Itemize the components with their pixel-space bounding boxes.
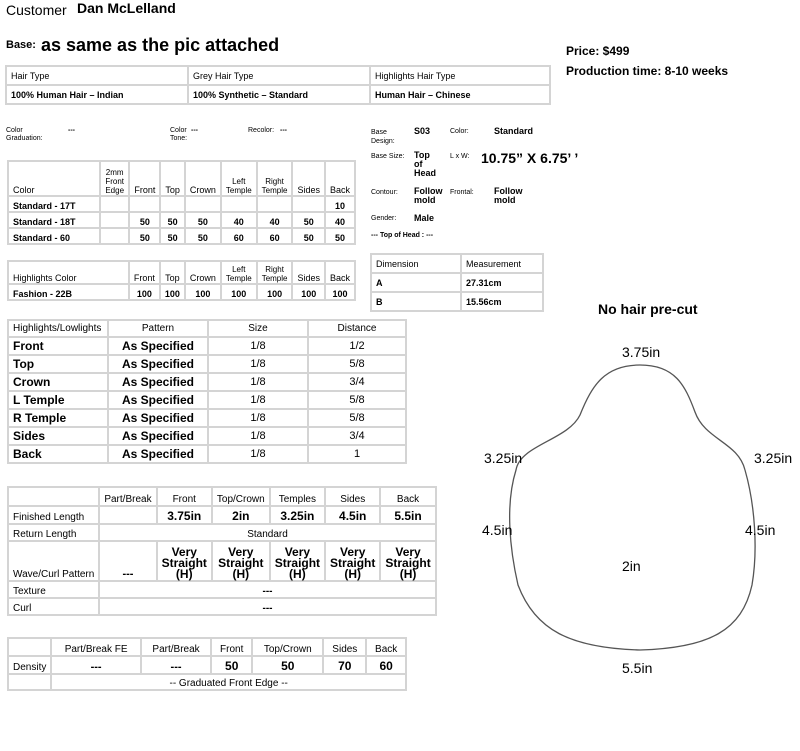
dimension-name: B xyxy=(371,292,461,311)
measurement-value: 27.31cm xyxy=(461,273,543,292)
diagram-upper-left-label: 3.25in xyxy=(484,450,523,466)
sides-header: Sides xyxy=(323,638,366,656)
top-crown-header: Top/Crown xyxy=(252,638,323,656)
gender-value: Male xyxy=(414,213,435,223)
distance-value: 5/8 xyxy=(308,391,406,409)
left-temple-header: Left Temple xyxy=(221,261,257,284)
production-time: Production time: 8-10 weeks xyxy=(566,64,729,78)
table-cell: 50 xyxy=(185,212,221,228)
table-cell: 5.5in xyxy=(380,506,435,524)
area-name: Crown xyxy=(8,373,108,391)
distance-value: 5/8 xyxy=(308,355,406,373)
top-crown-header: Top/Crown xyxy=(212,487,270,506)
table-cell: 10 xyxy=(325,196,355,212)
dimension-table xyxy=(370,253,544,312)
pattern-value: As Specified xyxy=(108,373,208,391)
top-header: Top xyxy=(160,161,185,196)
table-cell: 70 xyxy=(323,656,366,674)
diagram-mid-right-label: 4.5in xyxy=(745,522,776,538)
table-cell: 100 xyxy=(221,284,257,300)
table-cell: --- xyxy=(141,656,211,674)
table-row xyxy=(8,228,355,244)
front-header: Front xyxy=(157,487,212,506)
highlights-hair-type-header: Highlights Hair Type xyxy=(370,66,550,85)
base-label: Base: xyxy=(6,39,36,51)
texture-label: Texture xyxy=(8,581,99,598)
pattern-header: Pattern xyxy=(108,320,208,337)
front-header: Front xyxy=(129,161,160,196)
table-row xyxy=(8,656,406,674)
color-name: Standard - 60 xyxy=(8,228,100,244)
highlight-color-name: Fashion - 22B xyxy=(8,284,129,300)
table-cell: 100 xyxy=(185,284,221,300)
empty-cell xyxy=(8,674,51,690)
pattern-value: As Specified xyxy=(108,355,208,373)
temples-header: Temples xyxy=(270,487,325,506)
table-row xyxy=(8,373,406,391)
hair-type-table xyxy=(5,65,551,105)
right-temple-header: Right Temple xyxy=(257,161,293,196)
sides-header: Sides xyxy=(325,487,380,506)
table-cell: 50 xyxy=(185,228,221,244)
color-tone-label: Color Tone: xyxy=(170,127,188,142)
table-cell: --- xyxy=(99,541,156,581)
diagram-top-label: 3.75in xyxy=(622,344,661,360)
table-row xyxy=(8,427,406,445)
table-cell xyxy=(221,196,257,212)
pattern-value: As Specified xyxy=(108,445,208,463)
back-header: Back xyxy=(325,261,355,284)
distance-value: 1 xyxy=(308,445,406,463)
table-cell: 60 xyxy=(221,228,257,244)
table-cell: 100 xyxy=(160,284,185,300)
table-row xyxy=(8,284,355,300)
curl-label: Curl xyxy=(8,598,99,615)
table-cell: 100 xyxy=(257,284,293,300)
price: Price: $499 xyxy=(566,44,630,58)
highlights-lowlights-table xyxy=(7,319,407,464)
measurement-value: 15.56cm xyxy=(461,292,543,311)
color-header: Color xyxy=(8,161,100,196)
graduated-front-edge-note: -- Graduated Front Edge -- xyxy=(51,674,406,690)
table-cell xyxy=(100,228,129,244)
measurement-header: Measurement xyxy=(461,254,543,273)
size-header: Size xyxy=(208,320,308,337)
front-header: Front xyxy=(211,638,252,656)
right-temple-header: Right Temple xyxy=(257,261,293,284)
empty-header xyxy=(8,638,51,656)
table-cell: 40 xyxy=(325,212,355,228)
hair-type-header: Hair Type xyxy=(6,66,188,85)
highlights-color-table xyxy=(7,260,356,301)
area-name: L Temple xyxy=(8,391,108,409)
top-of-head-note: --- Top of Head : --- xyxy=(371,232,434,239)
grey-hair-type-value: 100% Synthetic – Standard xyxy=(188,85,370,104)
area-name: Top xyxy=(8,355,108,373)
pattern-value: As Specified xyxy=(108,391,208,409)
distance-value: 5/8 xyxy=(308,409,406,427)
area-name: R Temple xyxy=(8,409,108,427)
customer-label: Customer xyxy=(6,2,67,18)
part-break-header: Part/Break xyxy=(141,638,211,656)
top-header: Top xyxy=(160,261,185,284)
distance-header: Distance xyxy=(308,320,406,337)
color-name: Standard - 17T xyxy=(8,196,100,212)
table-cell xyxy=(160,196,185,212)
length-table xyxy=(7,486,437,616)
color-graduation-value: --- xyxy=(68,127,75,134)
diagram-mid-left-label: 4.5in xyxy=(482,522,513,538)
back-header: Back xyxy=(366,638,406,656)
base-design-label: Base Design: xyxy=(371,129,395,145)
recolor-value: --- xyxy=(280,127,287,134)
crown-header: Crown xyxy=(185,261,221,284)
table-cell: --- xyxy=(51,656,141,674)
customer-name: Dan McLelland xyxy=(77,0,176,16)
return-length-value: Standard xyxy=(99,524,435,541)
part-break-header: Part/Break xyxy=(99,487,156,506)
pattern-value: As Specified xyxy=(108,337,208,355)
table-cell: 3.75in xyxy=(157,506,212,524)
dimension-name: A xyxy=(371,273,461,292)
size-value: 1/8 xyxy=(208,337,308,355)
size-value: 1/8 xyxy=(208,373,308,391)
table-cell: Very Straight (H) xyxy=(325,541,380,581)
recolor-label: Recolor: xyxy=(248,127,275,134)
color-graduation-label: Color Graduation: xyxy=(6,127,43,142)
empty-header xyxy=(8,487,99,506)
table-cell: 2in xyxy=(212,506,270,524)
table-cell xyxy=(257,196,293,212)
size-value: 1/8 xyxy=(208,445,308,463)
size-value: 1/8 xyxy=(208,427,308,445)
head-outline-diagram xyxy=(480,330,800,690)
finished-length-label: Finished Length xyxy=(8,506,99,524)
density-table xyxy=(7,637,407,691)
area-name: Front xyxy=(8,337,108,355)
base-value: as same as the pic attached xyxy=(41,35,280,55)
size-value: 1/8 xyxy=(208,355,308,373)
table-cell: 50 xyxy=(325,228,355,244)
frontal-value: Follow mold xyxy=(494,186,523,205)
table-cell: 4.5in xyxy=(325,506,380,524)
table-cell: 50 xyxy=(292,228,325,244)
diagram-center-label: 2in xyxy=(622,558,641,574)
area-name: Sides xyxy=(8,427,108,445)
table-row xyxy=(8,541,436,581)
table-cell: 100 xyxy=(292,284,325,300)
table-cell: 3.25in xyxy=(270,506,325,524)
table-cell xyxy=(99,506,156,524)
base-size-value: Top of Head xyxy=(414,150,437,178)
pattern-value: As Specified xyxy=(108,427,208,445)
color-tone-value: --- xyxy=(191,127,198,134)
size-value: 1/8 xyxy=(208,391,308,409)
contour-label: Contour: xyxy=(371,189,398,196)
distance-value: 3/4 xyxy=(308,427,406,445)
curl-value: --- xyxy=(99,598,435,615)
color-value: Standard xyxy=(494,126,534,136)
frontal-label: Frontal: xyxy=(450,189,474,196)
lxw-value: 10.75” X 6.75’ ’ xyxy=(481,150,579,166)
table-cell xyxy=(100,212,129,228)
color-table xyxy=(7,160,356,245)
table-row xyxy=(8,212,355,228)
highlights-color-header: Highlights Color xyxy=(8,261,129,284)
table-cell: Very Straight (H) xyxy=(157,541,212,581)
table-cell: 50 xyxy=(211,656,252,674)
distance-value: 1/2 xyxy=(308,337,406,355)
table-cell xyxy=(100,196,129,212)
table-row xyxy=(8,524,436,541)
table-cell xyxy=(292,196,325,212)
diagram-title: No hair pre-cut xyxy=(598,301,698,317)
table-cell xyxy=(129,196,160,212)
table-row xyxy=(8,506,436,524)
contour-value: Follow mold xyxy=(414,186,443,205)
lxw-label: L x W: xyxy=(450,153,470,160)
table-cell: 40 xyxy=(221,212,257,228)
table-cell: 100 xyxy=(129,284,160,300)
color-name: Standard - 18T xyxy=(8,212,100,228)
part-break-fe-header: Part/Break FE xyxy=(51,638,141,656)
table-cell: 50 xyxy=(160,212,185,228)
table-cell: Very Straight (H) xyxy=(270,541,325,581)
highlights-lowlights-header: Highlights/Lowlights xyxy=(8,320,108,337)
table-cell: 40 xyxy=(257,212,293,228)
diagram-bottom-label: 5.5in xyxy=(622,660,653,676)
table-cell: 50 xyxy=(292,212,325,228)
diagram-upper-right-label: 3.25in xyxy=(754,450,793,466)
table-cell: 50 xyxy=(129,212,160,228)
return-length-label: Return Length xyxy=(8,524,99,541)
table-row xyxy=(8,355,406,373)
color-label: Color: xyxy=(450,128,469,135)
front-header: Front xyxy=(129,261,160,284)
pattern-value: As Specified xyxy=(108,409,208,427)
back-header: Back xyxy=(380,487,435,506)
table-row xyxy=(371,292,543,311)
table-cell: 50 xyxy=(252,656,323,674)
density-label: Density xyxy=(8,656,51,674)
distance-value: 3/4 xyxy=(308,373,406,391)
table-cell: 60 xyxy=(366,656,406,674)
table-row xyxy=(8,445,406,463)
base-design-value: S03 xyxy=(414,126,431,136)
sides-header: Sides xyxy=(292,261,325,284)
texture-value: --- xyxy=(99,581,435,598)
area-name: Back xyxy=(8,445,108,463)
table-cell: 100 xyxy=(325,284,355,300)
left-temple-header: Left Temple xyxy=(221,161,257,196)
table-cell: 60 xyxy=(257,228,293,244)
table-row xyxy=(8,391,406,409)
crown-header: Crown xyxy=(185,161,221,196)
table-cell: Very Straight (H) xyxy=(212,541,270,581)
sides-header: Sides xyxy=(292,161,325,196)
dimension-header: Dimension xyxy=(371,254,461,273)
table-row xyxy=(8,337,406,355)
table-cell: 50 xyxy=(160,228,185,244)
table-cell: Very Straight (H) xyxy=(380,541,435,581)
table-row xyxy=(8,581,436,598)
table-row xyxy=(8,409,406,427)
head-outline-shape xyxy=(510,365,755,650)
gender-label: Gender: xyxy=(371,215,397,222)
size-value: 1/8 xyxy=(208,409,308,427)
table-cell xyxy=(185,196,221,212)
base-size-label: Base Size: xyxy=(371,153,405,160)
table-row xyxy=(371,273,543,292)
table-row xyxy=(8,598,436,615)
back-header: Back xyxy=(325,161,355,196)
highlights-hair-type-value: Human Hair – Chinese xyxy=(370,85,550,104)
table-row xyxy=(8,196,355,212)
wave-curl-label: Wave/Curl Pattern xyxy=(8,541,99,581)
hair-type-value: 100% Human Hair – Indian xyxy=(6,85,188,104)
table-cell: 50 xyxy=(129,228,160,244)
front-edge-header: 2mm Front Edge xyxy=(100,161,129,196)
grey-hair-type-header: Grey Hair Type xyxy=(188,66,370,85)
